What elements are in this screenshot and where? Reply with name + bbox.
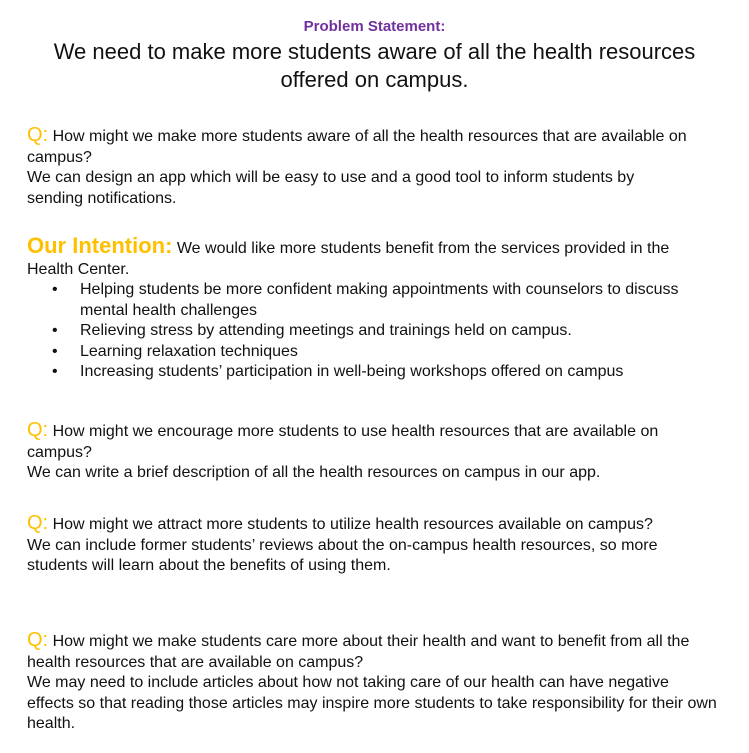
q-label: Q: [27,512,49,534]
bullet-icon: • [52,322,58,339]
question-1-text [27,125,687,168]
question-4 [27,630,717,735]
q-label: Q: [27,124,49,146]
question-3 [27,513,682,577]
answer-text: We can design an app which will be easy to use and a good tool to inform students by sending notifications. [27,169,635,207]
statement-line-2: offered on campus. [280,67,469,92]
list-item-text: Learning relaxation techniques [80,342,298,360]
list-item [52,280,717,321]
intention-list [27,280,717,383]
list-item [52,321,717,342]
question-3-text [27,513,682,536]
intention-label: Our Intention: [27,233,173,258]
question-text: How might we make students care more about their health and want to benefit from all the health resources that are available on campus? [27,633,690,671]
list-item [52,362,717,383]
list-item-text: Helping students be more confident making appointments with counselors to discuss mental health challenges [80,281,679,319]
problem-statement-title: Problem Statement: [303,18,446,35]
answer-text: We can write a brief description of all the health resources on campus in our app. [27,464,601,481]
list-item [52,342,717,363]
list-item-text: Relieving stress by attending meetings and trainings held on campus. [80,322,572,339]
q-label: Q: [27,629,49,651]
intention-section [27,233,717,383]
answer-text: We may need to include articles about how not taking care of our health can have negative effects so that reading those articles may inspire more students to take responsibility for their own health. [27,674,717,732]
question-text: How might we attract more students to utilize health resources available on campus? [48,516,653,533]
intention-text [27,233,717,280]
problem-statement [0,38,749,94]
question-text: How might we encourage more students to use health resources that are available on campus? [27,423,659,461]
question-2 [27,420,717,484]
bullet-icon: • [52,363,58,380]
bullet-icon: • [52,281,58,298]
question-4-text [27,630,717,673]
q-label: Q: [27,419,49,441]
question-text: How might we make more students aware of all the health resources that are available on campus? [27,128,687,166]
question-1 [27,125,687,209]
answer-text: We can include former students’ reviews about the on-campus health resources, so more students will learn about the benefits of using them. [27,536,658,574]
bullet-icon: • [52,342,58,360]
statement-line-1: We need to make more students aware of all the health resources [53,39,696,64]
question-2-text [27,420,717,463]
intention-body: We would like more students benefit from the services provided in the Health Center. [27,240,670,278]
list-item-text: Increasing students’ participation in well-being workshops offered on campus [80,363,624,380]
